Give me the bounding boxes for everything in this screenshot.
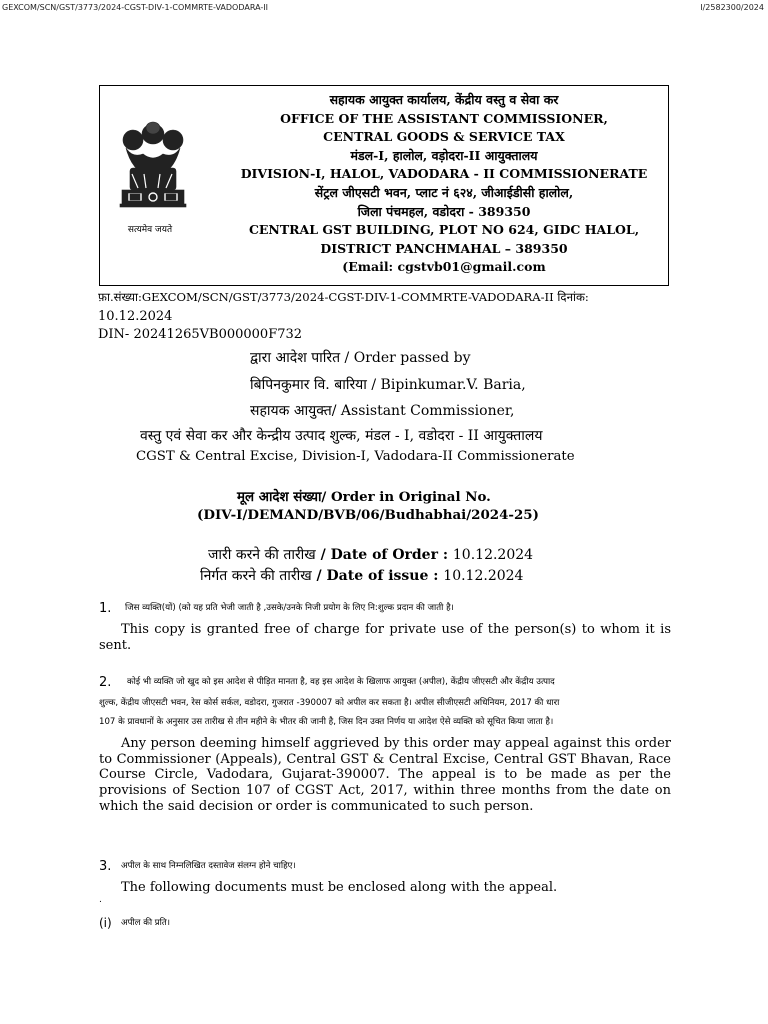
- oio-label-hindi: मूल आदेश संख्या/: [237, 489, 327, 505]
- designation-english: / Assistant Commissioner,: [331, 403, 515, 419]
- oio-label-english: Order in Original No.: [326, 489, 491, 505]
- order-passed-by-hindi: द्वारा आदेश पारित: [250, 350, 341, 366]
- address-hindi-line2: जिला पंचमहल, वडोदरा - 389350: [357, 203, 531, 219]
- file-number-line: [98, 290, 589, 305]
- point-1-hindi: जिस व्यक्ति(यों) (को यह प्रति भेजी जाती है ,उसके/उनके निजी प्रयोग के लिए नि:शुल्क प्रदान की जाती है।: [125, 603, 454, 613]
- point-3-number: 3.: [99, 859, 112, 874]
- item-i-hindi: अपील की प्रति।: [121, 918, 171, 928]
- officer-name-english: / Bipinkumar.V. Baria,: [371, 377, 526, 393]
- date-of-order-english: / Date of Order :: [315, 547, 453, 563]
- point-2-number: 2.: [99, 675, 112, 690]
- address-english-line2: DISTRICT PANCHMAHAL – 389350: [320, 240, 568, 256]
- point-1-number: 1.: [99, 601, 112, 616]
- item-i-number: (i): [99, 916, 112, 930]
- national-emblem-icon: [108, 118, 198, 236]
- emblem-motto: सत्यमेव जयते: [127, 225, 173, 235]
- officer-name: [250, 375, 526, 394]
- office-title-english: OFFICE OF THE ASSISTANT COMMISSIONER,: [280, 110, 608, 126]
- letterhead-box: [99, 85, 669, 286]
- office-address-block: [224, 91, 664, 277]
- date-of-issue-hindi: निर्गत करने की तारीख: [200, 568, 312, 584]
- date-of-issue: [200, 566, 523, 585]
- officer-designation: [250, 401, 515, 420]
- point-3-english: The following documents must be enclosed along with the appeal.: [121, 880, 558, 895]
- point-2-hindi-line2: शुल्क, केंद्रीय जीएसटी भवन, रेस कोर्स सर्कल, वडोदरा, गुजरात -390007 को अपील कर सकता है। अपील सीजीएसटी अधिनियम, 2017 की धारा: [99, 698, 560, 708]
- file-date: 10.12.2024: [98, 309, 173, 324]
- file-date-label: दिनांक:: [557, 290, 589, 304]
- commissionerate-english: CGST & Central Excise, Division-I, Vadodara-II Commissionerate: [136, 449, 575, 464]
- order-passed-by-english: / Order passed by: [340, 350, 471, 366]
- date-of-issue-english: / Date of issue :: [311, 568, 444, 584]
- point-1-english: This copy is granted free of charge for private use of the person(s) to whom it is sent.: [99, 622, 671, 653]
- date-of-order-value: 10.12.2024: [452, 547, 534, 563]
- division-english: DIVISION-I, HALOL, VADODARA - II COMMISSIONERATE: [240, 166, 648, 182]
- point-2-hindi-line1: कोई भी व्यक्ति जो खुद को इस आदेश से पीड़ित मानता है, वह इस आदेश के खिलाफ आयुक्त (अपील), केंद्रीय जीएसटी और केंद्रीय उत्पाद: [127, 677, 555, 687]
- document-number-header: I/2582300/2024: [700, 3, 764, 12]
- file-number-label: फ़ा.संख्या:: [98, 290, 142, 304]
- office-title-hindi: सहायक आयुक्त कार्यालय, केंद्रीय वस्तु व सेवा कर: [329, 92, 559, 107]
- file-number-value: GEXCOM/SCN/GST/3773/2024-CGST-DIV-1-COMMRTE-VADODARA-II: [141, 290, 554, 304]
- division-hindi: मंडल-I, हालोल, वड़ोदरा-II आयुक्तालय: [350, 147, 538, 163]
- address-hindi-line1: सेंट्रल जीएसटी भवन, प्लाट नं ६२४, जीआईडीसी हालोल,: [314, 184, 574, 200]
- date-of-issue-value: 10.12.2024: [443, 568, 524, 584]
- oio-number: (DIV-I/DEMAND/BVB/06/Budhabhai/2024-25): [197, 507, 539, 523]
- point-3-hindi: अपील के साथ निम्नलिखित दस्तावेज संलग्न होने चाहिए।: [121, 861, 296, 871]
- oio-label: [237, 487, 491, 505]
- commissionerate-hindi: वस्तु एवं सेवा कर और केन्द्रीय उत्पाद शुल्क, मंडल - I, वडोदरा - II आयुक्तालय: [140, 428, 543, 444]
- point-2-hindi-line3: 107 के प्रावधानों के अनुसार उस तारीख से तीन महीने के भीतर की जानी है, जिस दिन उक्त निर्णय या आदेश ऐसे व्यक्ति को सूचित किया जाता है।: [99, 717, 554, 727]
- document-reference-header: GEXCOM/SCN/GST/3773/2024-CGST-DIV-1-COMMRTE-VADODARA-II: [2, 3, 268, 12]
- date-of-order-hindi: जारी करने की तारीख: [208, 547, 316, 563]
- point-2-english: Any person deeming himself aggrieved by this order may appeal against this order to Commissioner (Appeals), Central GST & Central Excise, Central GST Bhavan, Race Course Circle, Vadodara, Gujarat-390007. The appeal is to be made as per the provisions of Section 107 of CGST Act, 2017, within three months from the date on which the said decision or order is communicated to such person.: [99, 736, 671, 814]
- order-passed-by: [250, 348, 471, 367]
- officer-name-hindi: बिपिनकुमार वि. बारिया: [250, 377, 367, 393]
- date-of-order: [208, 545, 533, 564]
- designation-hindi: सहायक आयुक्त: [250, 403, 332, 419]
- office-department-english: CENTRAL GOODS & SERVICE TAX: [323, 129, 565, 145]
- office-email: (Email: cgstvb01@gmail.com: [342, 259, 546, 275]
- din-number: DIN- 20241265VB000000F732: [98, 327, 303, 342]
- separator-dot: .: [99, 895, 102, 905]
- address-english-line1: CENTRAL GST BUILDING, PLOT NO 624, GIDC HALOL,: [248, 222, 640, 238]
